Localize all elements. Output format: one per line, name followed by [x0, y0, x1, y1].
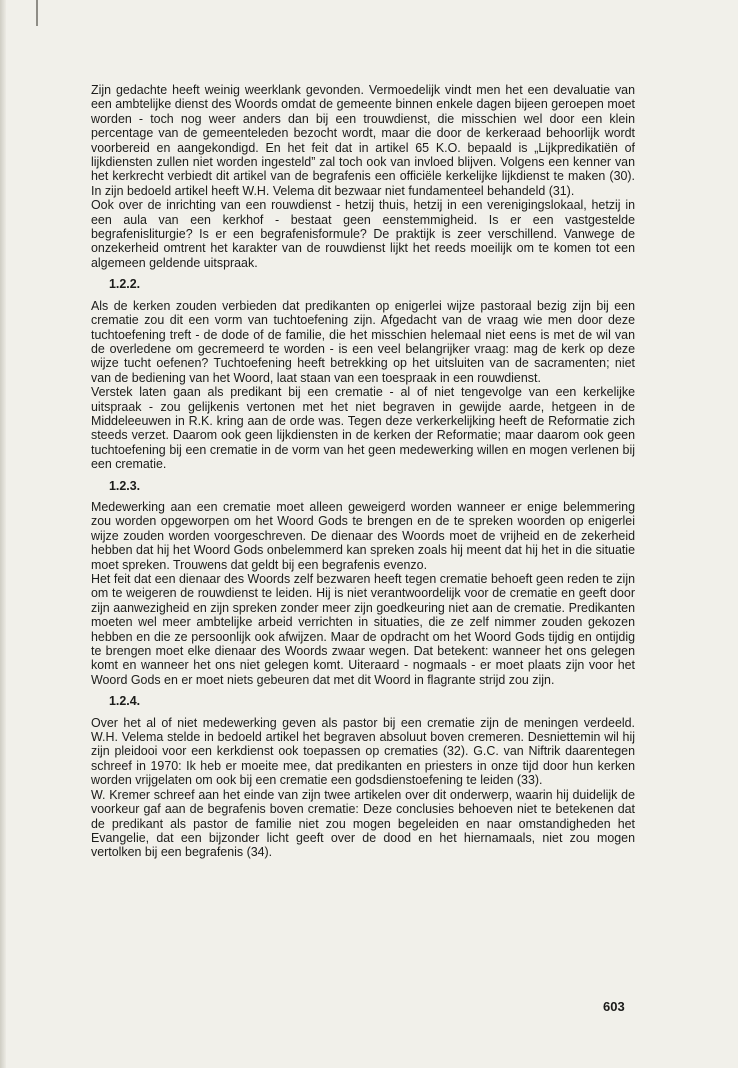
paragraph: Verstek laten gaan als predikant bij een crematie - al of niet tengevolge van een kerkelijke uitspraak - zou gelijkenis vertonen met het niet begraven in gewijde aarde, hetgeen in de Middeleeuwen in R.K. kring aan de orde was. Tegen deze verkerkelijking heeft de Reformatie zich steeds verzet. Daarom ook geen lijkdiensten in de kerken der Reformatie; maar daarom ook geen tuchtoefening bij een crematie in de vorm van het geen medewerking willen en mogen verlenen bij een crematie. [91, 385, 635, 472]
paragraph: Als de kerken zouden verbieden dat predikanten op enigerlei wijze pastoraal bezig zijn bij een crematie zou dit een vorm van tuchtoefening zijn. Afgedacht van de vraag wie men door deze tuchtoefening treft - de dode of de familie, die het misschien helemaal niet eens is met de wil van de overledene om gecremeerd te worden - is een veel belangrijker vraag: mag de kerk op deze wijze tucht oefenen? Tuchtoefening heeft betrekking op het uitsluiten van de sacramenten; niet van de bediening van het Woord, laat staan van een toespraak in een rouwdienst. [91, 298, 635, 385]
scan-mark [36, 0, 38, 26]
page-body [91, 83, 635, 860]
paragraph: Medewerking aan een crematie moet alleen geweigerd worden wanneer er enige belemmering zou worden opgeworpen om het Woord Gods te brengen en de te spreken woorden op enigerlei wijze zouden worden voorgeschreven. De dienaar des Woords moet de vrijheid en de zekerheid hebben dat hij het Woord Gods onbelemmerd kan spreken zoals hij meent dat hij het in die situatie moet spreken. Trouwens dat geldt bij een begrafenis evenzo. [91, 499, 635, 572]
scan-edge [0, 0, 6, 1068]
paragraph: Over het al of niet medewerking geven als pastor bij een crematie zijn de meningen verdeeld. W.H. Velema stelde in bedoeld artikel het begraven absoluut boven cremeren. Desniettemin wil hij zijn pleidooi voor een kerkdienst ook toepassen op crematies (32). G.C. van Niftrik daarentegen schreef in 1970: Ik heb er moeite mee, dat predikanten en priesters in onze tijd door hun kerken worden vrijgelaten om ook bij een crematie een godsdienstoefening te leiden (33). [91, 715, 635, 788]
paragraph: Het feit dat een dienaar des Woords zelf bezwaren heeft tegen crematie behoeft geen reden te zijn om te weigeren de rouwdienst te leiden. Hij is niet verantwoordelijk voor de crematie en geeft door zijn aanwezigheid en zijn spreken zonder meer zijn goedkeuring niet aan de crematie. Predikanten moeten wel meer ambtelijke arbeid verrichten in situaties, die ze zelf nimmer zouden gekozen hebben en die ze persoonlijk ook afwijzen. Maar de opdracht om het Woord Gods tijdig en ontijdig te brengen moet elke dienaar des Woords zwaar wegen. Dat betekent: wanneer het ons gelegen komt en wanneer het ons niet gelegen komt. Uiteraard - nogmaals - er moet plaats zijn voor het Woord Gods en er moet niets gebeuren dat met dit Woord in flagrante strijd zou zijn. [91, 572, 635, 687]
section-heading: 1.2.4. [109, 694, 141, 709]
page-number: 603 [603, 999, 625, 1014]
paragraph: Zijn gedachte heeft weinig weerklank gevonden. Vermoedelijk vindt men het een devaluatie van een ambtelijke dienst des Woords omdat de gemeente binnen enkele dagen bijeen geroepen moet worden - toch nog weer anders dan bij een trouwdienst, die misschien wel door een klein percentage van de gemeenteleden bezocht wordt, maar die door de kerkeraad behoorlijk wordt voorbereid en aangekondigd. En het feit dat in artikel 65 K.O. bepaald is „Lijkpredikatiën of lijkdiensten zullen niet worden ingesteld” zal toch ook van invloed blijven. Volgens een kenner van het kerkrecht verbiedt dit artikel van de begrafenis een officiële kerkelijke lijkdienst te maken (30). In zijn bedoeld artikel heeft W.H. Velema dit bezwaar niet fundamenteel behandeld (31). [91, 83, 635, 198]
section-heading: 1.2.2. [109, 277, 141, 292]
paragraph: Ook over de inrichting van een rouwdienst - hetzij thuis, hetzij in een verenigingslokaal, hetzij in een aula van een kerkhof - bestaat geen eenstemmigheid. Is er een vastgestelde begrafenisliturgie? Is er een begrafenisformule? De praktijk is zeer verschillend. Vanwege de onzekerheid omtrent het karakter van de rouwdienst lijkt het reeds moeilijk om te komen tot een algemeen geldende uitspraak. [91, 198, 635, 270]
paragraph: W. Kremer schreef aan het einde van zijn twee artikelen over dit onderwerp, waarin hij duidelijk de voorkeur gaf aan de begrafenis boven crematie: Deze conclusies behoeven niet te betekenen dat de predikant als pastor de familie niet zou mogen begeleiden en naar omstandigheden het Evangelie, dat een bijzonder licht geeft over de dood en het hiernamaals, niet zou mogen vertolken bij een begrafenis (34). [91, 787, 635, 860]
section-heading: 1.2.3. [109, 478, 141, 493]
